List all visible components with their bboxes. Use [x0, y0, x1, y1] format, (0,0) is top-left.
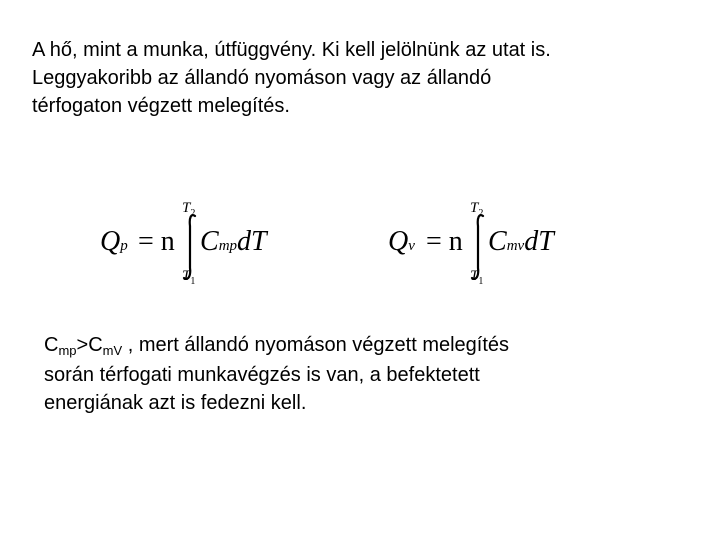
intro-line-3: térfogaton végzett melegítés.	[32, 95, 290, 117]
formula-qp-lower-limit: $T_1$	[182, 268, 196, 287]
formula-qp	[100, 196, 290, 292]
formula-qp-integrand: CmpdT	[200, 226, 267, 257]
formula-qp-eq: = n	[138, 226, 175, 257]
formula-qv-upper-limit: $T_2$	[470, 200, 484, 219]
explanation-line-2: során térfogati munkavégzés is van, a befektetett	[44, 364, 480, 386]
formula-qp-lhs: Qp	[100, 226, 128, 257]
formula-qv-eq: = n	[426, 226, 463, 257]
intro-paragraph	[32, 36, 692, 120]
formula-qp-upper-limit: $T_2$	[182, 200, 196, 219]
explanation-line-3: energiának azt is fedezni kell.	[44, 392, 307, 414]
formula-qv-integrand: CmvdT	[488, 226, 554, 257]
intro-line-1: A hő, mint a munka, útfüggvény. Ki kell jelölnünk az utat is.	[32, 39, 551, 61]
intro-line-2: Leggyakoribb az állandó nyomáson vagy az állandó	[32, 67, 492, 89]
formula-qv-lower-limit: $T_1$	[470, 268, 484, 287]
formula-qv-lhs: Qv	[388, 226, 415, 257]
explanation-paragraph	[44, 331, 684, 417]
explanation-line-1: $C_{mp}>C_{mV}$ , mert állandó nyomáson végzett melegítés	[44, 334, 510, 358]
formula-qv	[388, 196, 588, 292]
